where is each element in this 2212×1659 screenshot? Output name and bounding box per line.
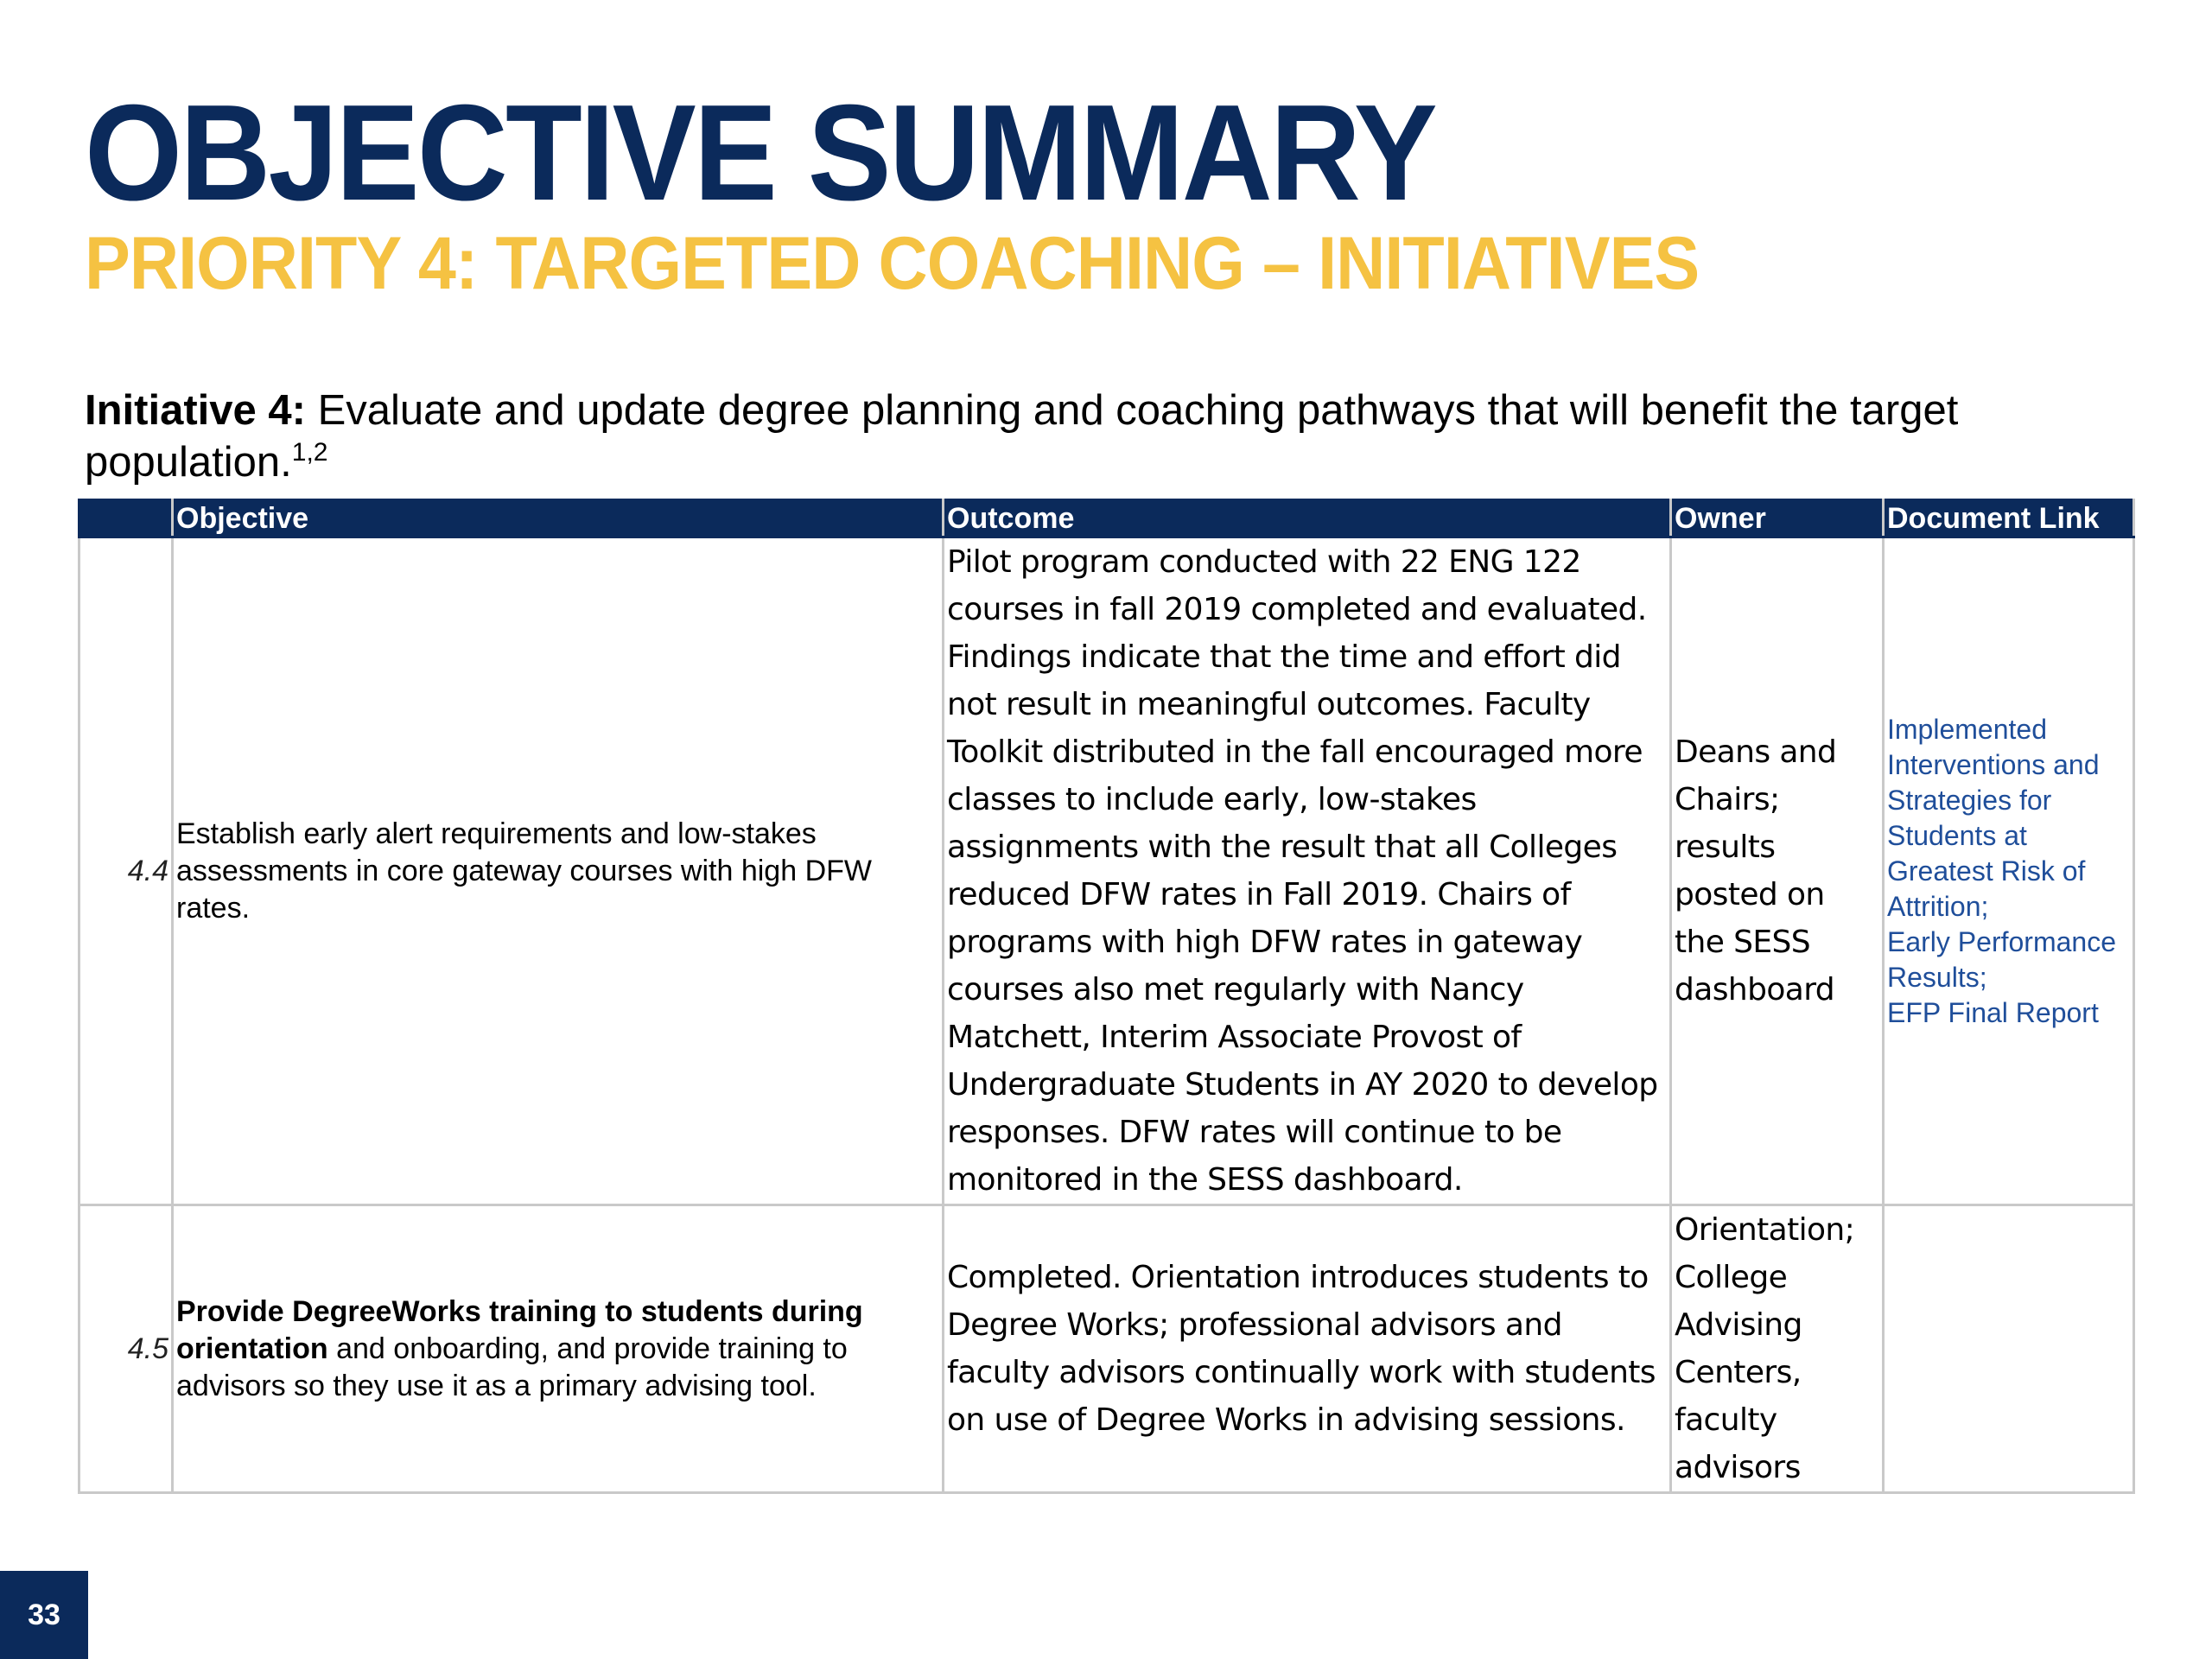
objective-bold-text: Provide DegreeWorks training to students during orientation <box>176 1294 863 1365</box>
objective-number: 4.5 <box>79 1205 173 1493</box>
page-subtitle: PRIORITY 4: TARGETED COACHING – INITIATIVES <box>85 222 1700 305</box>
outcome-cell: Completed. Orientation introduces students to Degree Works; professional advisors and faculty advisors continually work with students on use of Degree Works in advising sessions. <box>944 1205 1671 1493</box>
initiative-text: Evaluate and update degree planning and coaching pathways that will benefit the target population. <box>85 387 1959 486</box>
objective-text: and onboarding, and provide training to advisors so they use it as a primary advising tool. <box>176 1332 848 1402</box>
header-document-link: Document Link <box>1884 500 2134 537</box>
table-header-row <box>79 500 2134 537</box>
owner-cell: Deans and Chairs; results posted on the SESS dashboard <box>1671 537 1884 1205</box>
link-implemented-interventions[interactable]: Implemented Interventions and Strategies for Students at Greatest Risk of Attrition; <box>1887 713 2100 922</box>
page-number: 33 <box>0 1571 88 1659</box>
objective-table <box>78 499 2135 1494</box>
header-objective: Objective <box>173 500 944 537</box>
document-link-cell <box>1884 1205 2134 1493</box>
objective-cell <box>173 1205 944 1493</box>
link-early-performance-results[interactable]: Early Performance Results; <box>1887 925 2116 993</box>
initiative-label: Initiative 4: <box>85 387 306 434</box>
header-owner: Owner <box>1671 500 1884 537</box>
objective-cell: Establish early alert requirements and low-stakes assessments in core gateway courses with high DFW rates. <box>173 537 944 1205</box>
objective-number: 4.4 <box>79 537 173 1205</box>
initiative-statement <box>85 385 2089 488</box>
initiative-footnote: 1,2 <box>291 438 328 467</box>
header-outcome: Outcome <box>944 500 1671 537</box>
owner-cell: Orientation; College Advising Centers, faculty advisors <box>1671 1205 1884 1493</box>
outcome-cell: Pilot program conducted with 22 ENG 122 courses in fall 2019 completed and evaluated. Findings indicate that the time and effort did not result in meaningful outcomes. Faculty Toolkit distributed in the fall encouraged more classes to include early, low-stakes assignments with the result that all Colleges reduced DFW rates in Fall 2019. Chairs of programs with high DFW rates in gateway courses also met regularly with Nancy Matchett, Interim Associate Provost of Undergraduate Students in AY 2020 to develop responses. DFW rates will continue to be monitored in the SESS dashboard. <box>944 537 1671 1205</box>
table-row <box>79 537 2134 1205</box>
table-row <box>79 1205 2134 1493</box>
page-title: OBJECTIVE SUMMARY <box>85 77 1435 229</box>
header-number <box>79 500 173 537</box>
document-link-cell <box>1884 537 2134 1205</box>
link-efp-final-report[interactable]: EFP Final Report <box>1887 996 2099 1028</box>
